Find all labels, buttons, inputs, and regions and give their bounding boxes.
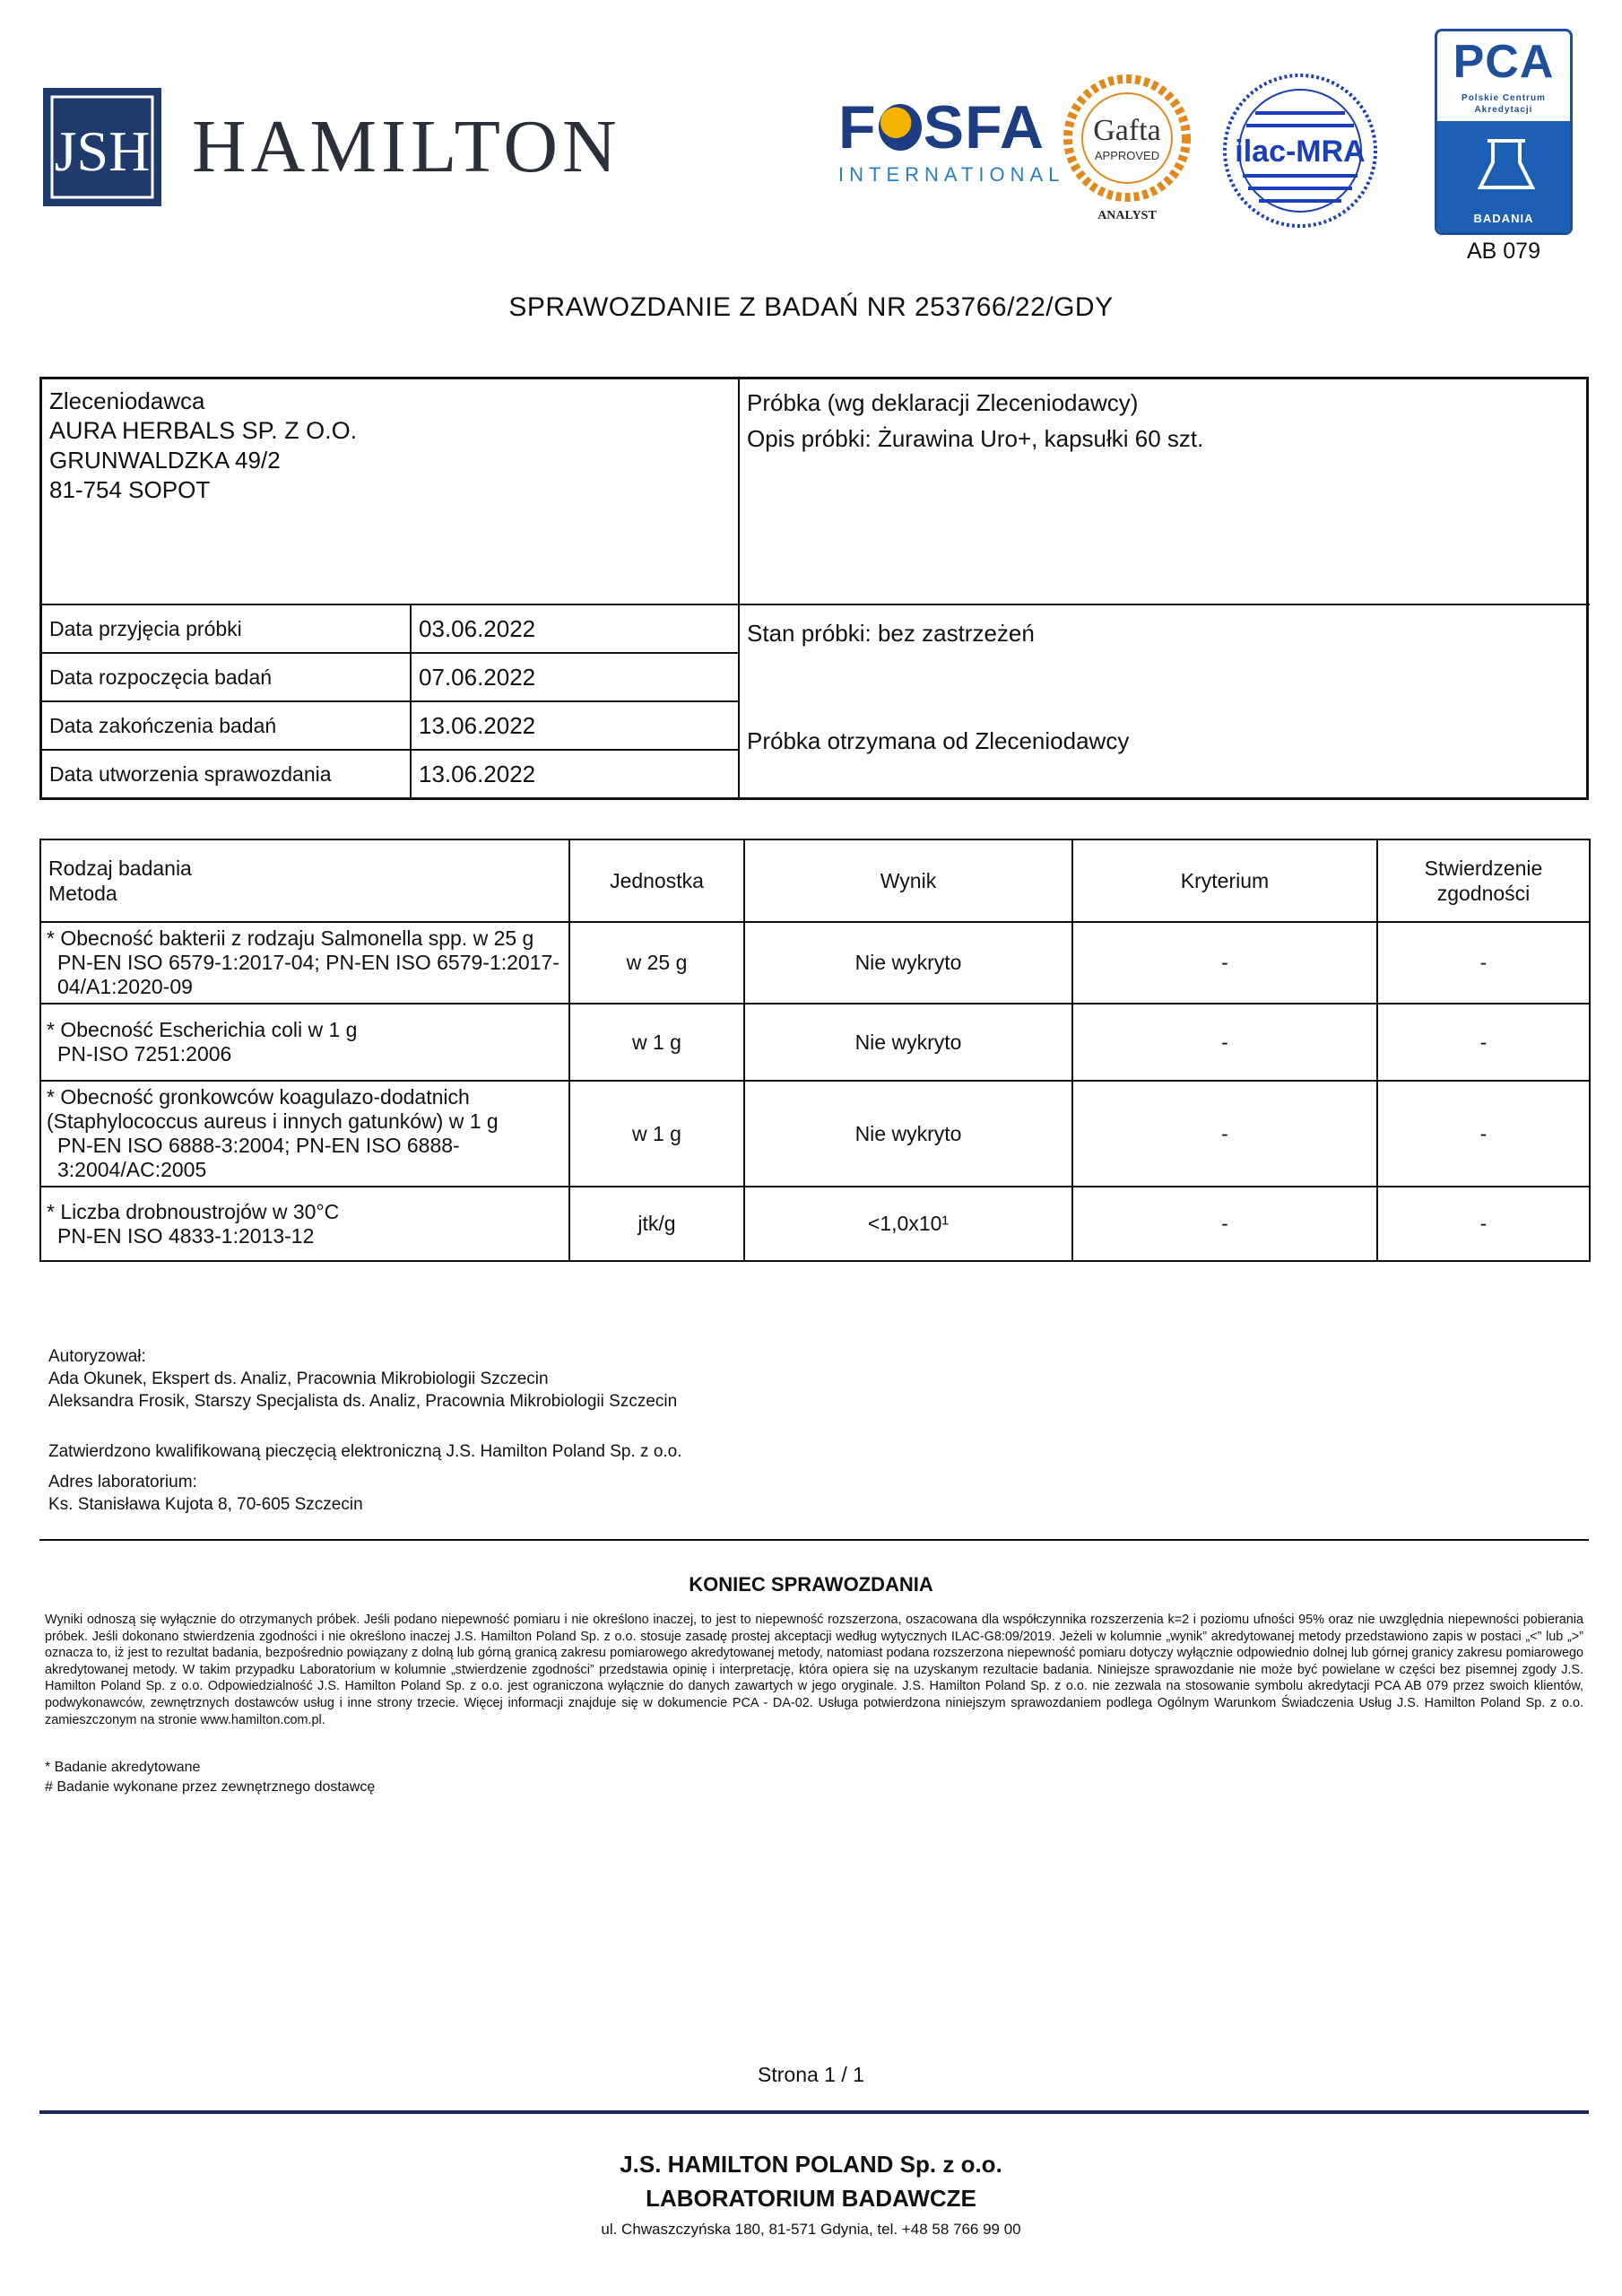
report-title: SPRAWOZDANIE Z BADAŃ NR 253766/22/GDY (508, 292, 1114, 322)
hamilton-logo (43, 88, 621, 206)
footer-address: ul. Chwaszczyńska 180, 81-571 Gdynia, tel. +48 58 766 99 00 (601, 2221, 1021, 2238)
ilac-text: ilac-MRA (1235, 135, 1366, 169)
footnote: # Badanie wykonane przez zewnętrznego dostawcę (45, 1779, 376, 1795)
header-test: Rodzaj badania (48, 857, 192, 880)
lab-address-block (48, 1471, 363, 1516)
disclaimer-text: Wyniki odnoszą się wyłącznie do otrzymanych próbek. Jeśli podano niepewność pomiaru i nie określono inaczej, to jest to niepewność rozszerzona, oszacowana dla współczynnika rozszerzenia k=2 i poziomu ufności 95% oraz nie uwzględnia niepewności pobierania próbek. Jeśli dokonano stwierdzenia zgodności i nie określono inaczej J.S. Hamilton Poland Sp. z o.o. stosuje zasadę prostej akceptacji według wytycznych ILAC-G8:09/2019. Jeżeli w kolumnie „wynik” akredytowanej metody przedstawiono zapis w postaci „<” lub „>” oznacza to, iż jest to rezultat badania, bezpośrednio powiązany z dolną lub górną granicą zakresu pomiarowego akredytowanej metody, natomiast podana rozszerzona niepewność pomiaru dotyczy wyłącznie odpowiednio dolnej lub górnej granicy zakresu pomiarowego akredytowanej metody. W takim przypadku Laboratorium w kolumnie „stwierdzenie zgodności” przedstawia opinię i interpretację, która opiera się na uzyskanym rezultacie badania. Niniejsze sprawozdanie nie może być powielane w części bez pisemnej zgody J.S. Hamilton Poland Sp. z o.o. Odpowiedzialność J.S. Hamilton Poland Sp. z o.o. jest ograniczona wyłącznie do danych zawartych w jego oryginale. J.S. Hamilton Poland Sp. z o.o. nie zezwala na stosowanie symbolu akredytacji PCA AB 079 przez swoich klientów, podwykonawców, zewnętrznych dostawców usług i inne strony trzecie. Więcej informacji znajduje się w dokumencie PCA - DA-02. Usługa potwierdzona niniejszym sprawozdaniem podlega Ogólnym Warunkom Świadczenia Usług J.S. Hamilton Poland Sp. z o.o. zamieszczonym na stronie www.hamilton.com.pl. (45, 1613, 1583, 1727)
table-row (40, 1187, 1590, 1261)
flask-icon (1437, 121, 1573, 211)
gafta-name: Gafta (1093, 114, 1161, 147)
test-method: PN-EN ISO 6888-3:2004; PN-EN ISO 6888-3:2004/AC:2005 (57, 1134, 460, 1181)
header-test-method (40, 839, 569, 922)
footnotes (45, 1758, 375, 1797)
test-name: * Obecność bakterii z rodzaju Salmonella spp. w 25 g (47, 926, 534, 950)
table-header-row (40, 839, 1590, 922)
pca-name: PCA (1453, 36, 1555, 88)
result-cell: Nie wykryto (744, 922, 1072, 1004)
client-name: AURA HERBALS SP. Z O.O. (49, 417, 358, 444)
date-value: 03.06.2022 (419, 615, 536, 642)
footnote: * Badanie akredytowane (45, 1760, 201, 1775)
authorization-block (48, 1345, 677, 1413)
fosfa-subtitle: INTERNATIONAL (838, 163, 1065, 186)
fosfa-wordmark: F SFA (838, 93, 1045, 161)
ilac-mra-logo (1219, 70, 1381, 231)
date-row (42, 654, 738, 702)
pca-badge-label: BADANIA (1473, 212, 1534, 225)
sample-description: Opis próbki: Żurawina Uro+, kapsułki 60 szt. (747, 425, 1204, 452)
client-sample-box (39, 377, 1589, 800)
conformity-cell: - (1377, 1081, 1590, 1187)
test-method: PN-EN ISO 6579-1:2017-04; PN-EN ISO 6579-1:2017-04/A1:2020-09 (57, 951, 559, 998)
test-cell (40, 922, 569, 1004)
header-criterion: Kryterium (1072, 839, 1377, 922)
header-result: Wynik (744, 839, 1072, 922)
test-cell (40, 1187, 569, 1261)
date-row (42, 605, 738, 654)
date-value: 13.06.2022 (419, 712, 536, 739)
page-number: Strona 1 / 1 (758, 2063, 864, 2086)
date-row (42, 751, 738, 797)
footer-company: J.S. HAMILTON POLAND Sp. z o.o. (620, 2151, 1002, 2178)
footer-divider (39, 2110, 1589, 2114)
test-method: PN-ISO 7251:2006 (57, 1042, 232, 1065)
table-row (40, 1004, 1590, 1081)
result-cell: Nie wykryto (744, 1081, 1072, 1187)
lab-address: Ks. Stanisława Kujota 8, 70-605 Szczecin (48, 1495, 363, 1514)
conformity-cell: - (1377, 1004, 1590, 1081)
header-conformity-line1: Stwierdzenie (1424, 857, 1543, 880)
sample-state: Stan próbki: bez zastrzeżeń (747, 620, 1035, 647)
client-city: 81-754 SOPOT (49, 476, 211, 503)
footer-lab: LABORATORIUM BADAWCZE (646, 2185, 976, 2212)
accreditation-code: AB 079 (1466, 239, 1540, 264)
client-info (49, 387, 357, 505)
gafta-approved: APPROVED (1094, 149, 1160, 162)
sample-received: Próbka otrzymana od Zleceniodawcy (747, 727, 1130, 754)
unit-cell: w 1 g (569, 1004, 744, 1081)
fosfa-logo (838, 93, 1065, 187)
test-name: * Obecność gronkowców koagulazo-dodatnich (Staphylococcus aureus i innych gatunków) w 1 g (47, 1085, 499, 1133)
client-label: Zleceniodawca (49, 387, 205, 414)
test-method: PN-EN ISO 4833-1:2013-12 (57, 1223, 315, 1248)
unit-cell: w 25 g (569, 922, 744, 1004)
pca-line1: Polskie Centrum (1462, 93, 1546, 103)
gafta-logo (1060, 74, 1194, 226)
date-value: 13.06.2022 (419, 761, 536, 787)
results-table (39, 839, 1591, 1262)
test-name: * Obecność Escherichia coli w 1 g (47, 1018, 358, 1041)
date-label: Data zakończenia badań (49, 714, 277, 737)
unit-cell: w 1 g (569, 1081, 744, 1187)
date-label: Data przyjęcia próbki (49, 617, 242, 640)
date-row (42, 702, 738, 751)
test-cell (40, 1004, 569, 1081)
sample-info (747, 385, 1203, 457)
globe-icon (879, 104, 922, 151)
sample-label: Próbka (wg deklaracji Zleceniodawcy) (747, 389, 1139, 416)
criterion-cell: - (1072, 922, 1377, 1004)
header-method: Metoda (48, 882, 117, 905)
table-row (40, 1081, 1590, 1187)
client-street: GRUNWALDZKA 49/2 (49, 447, 281, 474)
dates-table (42, 605, 738, 797)
approval-statement: Zatwierdzono kwalifikowaną pieczęcią elektroniczną J.S. Hamilton Poland Sp. z o.o. (48, 1442, 682, 1461)
criterion-cell: - (1072, 1187, 1377, 1261)
test-name: * Liczba drobnoustrojów w 30°C (47, 1199, 340, 1223)
pca-line2: Akredytacji (1474, 105, 1533, 115)
end-of-report-title: KONIEC SPRAWOZDANIA (689, 1573, 933, 1596)
authorizer: Aleksandra Frosik, Starszy Specjalista ds. Analiz, Pracownia Mikrobiologii Szczecin (48, 1392, 678, 1411)
conformity-cell: - (1377, 1187, 1590, 1261)
lab-address-label: Adres laboratorium: (48, 1473, 197, 1492)
result-cell: <1,0x10¹ (744, 1187, 1072, 1261)
gafta-role: ANALYST (1097, 209, 1157, 222)
authorization-label: Autoryzował: (48, 1347, 146, 1366)
criterion-cell: - (1072, 1004, 1377, 1081)
jsh-monogram-text: JSH (54, 119, 151, 183)
date-value: 07.06.2022 (419, 664, 536, 691)
date-label: Data rozpoczęcia badań (49, 665, 273, 689)
jsh-monogram-logo (43, 88, 161, 206)
result-cell: Nie wykryto (744, 1004, 1072, 1081)
test-cell (40, 1081, 569, 1187)
unit-cell: jtk/g (569, 1187, 744, 1261)
table-row (40, 922, 1590, 1004)
header-conformity-line2: zgodności (1436, 882, 1531, 905)
hamilton-wordmark: HAMILTON (192, 105, 621, 188)
authorizer: Ada Okunek, Ekspert ds. Analiz, Pracownia Mikrobiologii Szczecin (48, 1370, 549, 1388)
pca-accreditation-logo (1435, 29, 1573, 235)
header-conformity (1377, 839, 1590, 922)
conformity-cell: - (1377, 922, 1590, 1004)
date-label: Data utworzenia sprawozdania (49, 762, 332, 786)
criterion-cell: - (1072, 1081, 1377, 1187)
divider (39, 1539, 1589, 1541)
header-unit: Jednostka (569, 839, 744, 922)
